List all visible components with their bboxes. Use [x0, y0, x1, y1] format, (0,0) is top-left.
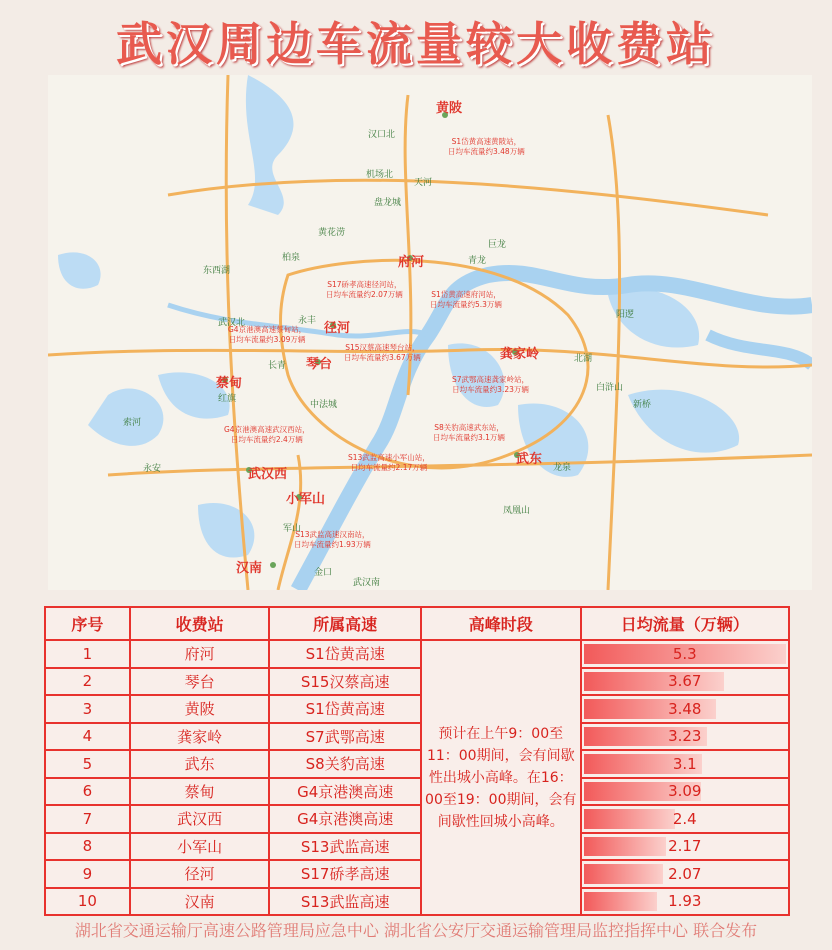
flow-value: 3.48 [668, 699, 702, 718]
place-label: 新桥 [633, 400, 652, 410]
flow-value: 2.07 [668, 864, 702, 883]
table-row [45, 805, 789, 833]
row-station: 府河 [130, 640, 270, 668]
table-header-row [45, 607, 789, 640]
table-row [45, 640, 789, 668]
row-no: 9 [45, 860, 130, 888]
place-label: 永丰 [298, 316, 317, 326]
row-highway: S1岱黄高速 [269, 695, 421, 723]
row-station: 龚家岭 [130, 723, 270, 751]
place-label: 武汉南 [353, 578, 381, 588]
row-highway: S17硚孝高速 [269, 860, 421, 888]
place-label: 凤凰山 [503, 506, 531, 516]
row-highway: S1岱黄高速 [269, 640, 421, 668]
station-label: 府河 [398, 255, 425, 270]
row-station: 武东 [130, 750, 270, 778]
station-label: 武东 [516, 452, 543, 467]
place-label: 金口 [314, 568, 333, 578]
place-label: 军山 [283, 524, 302, 534]
place-label: 天河 [414, 178, 433, 188]
row-flow [581, 778, 789, 806]
row-flow [581, 805, 789, 833]
flow-value: 5.3 [672, 644, 697, 663]
row-no: 2 [45, 668, 130, 696]
station-note: S1岱黄高速黄陂站， 日均车流量约3.48万辆 [448, 137, 525, 156]
header-flow: 日均流量（万辆） [581, 607, 789, 640]
row-station: 小军山 [130, 833, 270, 861]
station-label: 蔡甸 [216, 376, 243, 391]
place-label: 中法城 [310, 400, 338, 410]
flow-value: 1.93 [668, 892, 702, 911]
row-station: 武汉西 [130, 805, 270, 833]
place-label: 东西湖 [203, 266, 231, 276]
station-note: S17硚孝高速径河站， 日均车流量约2.07万辆 [326, 280, 403, 299]
row-station: 汉南 [130, 888, 270, 916]
place-label: 武汉北 [218, 318, 246, 328]
table-row [45, 888, 789, 916]
place-label: 柏泉 [282, 253, 301, 263]
table-row [45, 860, 789, 888]
flow-value: 3.09 [668, 782, 702, 801]
row-highway: S8关豹高速 [269, 750, 421, 778]
station-label: 径河 [324, 321, 351, 336]
row-no: 5 [45, 750, 130, 778]
header-station: 收费站 [130, 607, 270, 640]
row-highway: G4京港澳高速 [269, 778, 421, 806]
row-station: 蔡甸 [130, 778, 270, 806]
map-base [48, 75, 812, 590]
row-flow [581, 860, 789, 888]
flow-value: 2.17 [668, 837, 702, 856]
station-label: 武汉西 [248, 467, 288, 482]
peak-period: 预计在上午9：00至11：00期间，会有间歇性出城小高峰。在16：00至19：00期间，会有间歇性回城小高峰。 [421, 640, 581, 915]
flow-bar [584, 809, 676, 829]
place-label: 龙泉 [553, 463, 572, 473]
row-highway: S13武监高速 [269, 888, 421, 916]
row-no: 4 [45, 723, 130, 751]
table-row [45, 668, 789, 696]
table-row [45, 750, 789, 778]
flow-value: 3.1 [672, 754, 697, 773]
row-flow [581, 833, 789, 861]
row-no: 10 [45, 888, 130, 916]
place-label: 机场北 [366, 170, 394, 180]
map [48, 75, 812, 590]
table-row [45, 778, 789, 806]
row-flow [581, 888, 789, 916]
flow-value: 3.67 [668, 672, 702, 691]
flow-bar [584, 864, 663, 884]
place-label: 永安 [143, 464, 162, 474]
row-highway: S15汉蔡高速 [269, 668, 421, 696]
row-no: 3 [45, 695, 130, 723]
station-label: 龚家岭 [500, 347, 540, 362]
table-row [45, 723, 789, 751]
station-note: S8关豹高速武东站， 日均车流量约3.1万辆 [433, 423, 505, 442]
place-label: 红旗 [218, 394, 237, 404]
flow-bar [584, 892, 658, 912]
station-note: S7武鄂高速龚家岭站， 日均车流量约3.23万辆 [452, 375, 530, 394]
row-highway: S13武监高速 [269, 833, 421, 861]
place-label: 黄花涝 [318, 228, 346, 238]
flow-value: 3.23 [668, 727, 702, 746]
station-label: 小军山 [286, 492, 326, 507]
row-station: 黄陂 [130, 695, 270, 723]
footer-publisher: 湖北省交通运输厅高速公路管理局应急中心 湖北省公安厅交通运输管理局监控指挥中心 联合发布 [74, 921, 758, 940]
station-note: S15汉蔡高速琴台站， 日均车流量约3.67万辆 [344, 343, 421, 362]
station-note: G4京港澳高速武汉西站， 日均车流量约2.4万辆 [224, 425, 310, 444]
row-flow [581, 695, 789, 723]
row-station: 琴台 [130, 668, 270, 696]
row-no: 6 [45, 778, 130, 806]
flow-value: 2.4 [672, 809, 697, 828]
station-note: S1岱黄高速府河站， 日均车流量约5.3万辆 [430, 290, 502, 309]
place-label: 青龙 [468, 256, 487, 266]
row-no: 7 [45, 805, 130, 833]
header-no: 序号 [45, 607, 130, 640]
station-label: 汉南 [236, 561, 263, 576]
table-row [45, 833, 789, 861]
row-station: 径河 [130, 860, 270, 888]
row-no: 1 [45, 640, 130, 668]
place-label: 索河 [123, 418, 142, 428]
row-flow [581, 640, 789, 668]
place-label: 白浒山 [596, 383, 624, 393]
header-peak: 高峰时段 [421, 607, 581, 640]
row-flow [581, 750, 789, 778]
place-label: 长青 [268, 361, 287, 371]
table-row [45, 695, 789, 723]
row-highway: S7武鄂高速 [269, 723, 421, 751]
station-note: G4京港澳高速蔡甸站， 日均车流量约3.09万辆 [228, 325, 307, 344]
station-note: S13武监高速汉南站， 日均车流量约1.93万辆 [294, 530, 371, 549]
row-highway: G4京港澳高速 [269, 805, 421, 833]
toll-station-table [44, 606, 790, 916]
row-flow [581, 668, 789, 696]
place-label: 盘龙城 [374, 198, 402, 208]
header-highway: 所属高速 [269, 607, 421, 640]
place-label: 阳逻 [616, 310, 635, 320]
flow-bar [584, 837, 667, 857]
place-label: 北湖 [574, 354, 593, 364]
flow-bar [584, 672, 724, 692]
place-label: 汉口北 [368, 130, 396, 140]
row-flow [581, 723, 789, 751]
station-label: 琴台 [306, 357, 333, 372]
station-note: S13武监高速小军山站， 日均车流量约2.17万辆 [348, 453, 430, 472]
station-label: 黄陂 [436, 101, 463, 116]
place-label: 巨龙 [488, 240, 507, 250]
row-no: 8 [45, 833, 130, 861]
page-title: 武汉周边车流量较大收费站 [116, 17, 716, 71]
